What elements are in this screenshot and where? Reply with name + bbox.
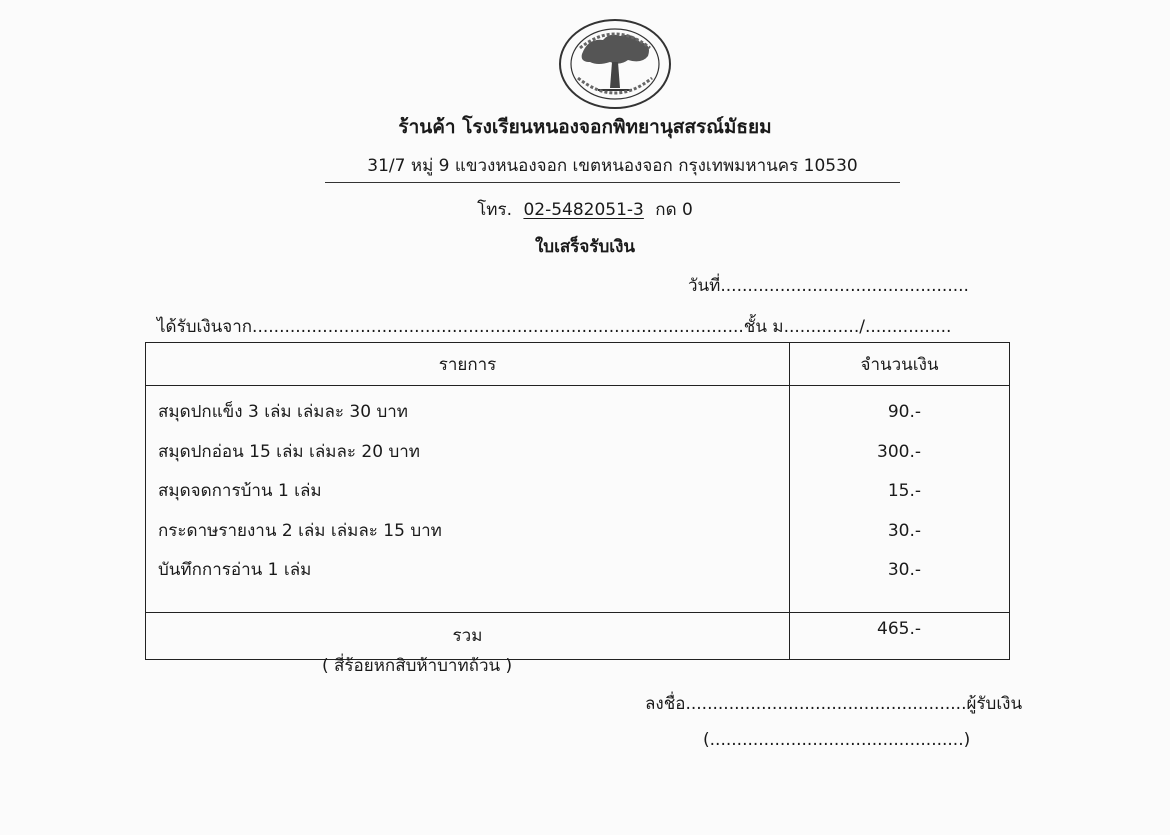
items-amount-cell bbox=[790, 386, 1010, 613]
item-amount: 30.- bbox=[887, 560, 921, 580]
column-header-description: รายการ bbox=[146, 343, 790, 386]
item-description: สมุดปกอ่อน 15 เล่ม เล่มละ 20 บาท bbox=[158, 441, 420, 462]
column-header-amount: จำนวนเงิน bbox=[790, 343, 1010, 386]
received-from-field bbox=[157, 313, 951, 340]
signer-name-line bbox=[703, 730, 970, 750]
phone-number: 02-5482051-3 bbox=[523, 200, 644, 220]
name-close-paren: ) bbox=[963, 730, 971, 750]
school-seal-tree-icon bbox=[558, 18, 672, 110]
date-dots: .............................................. bbox=[720, 276, 969, 296]
signature-label: ลงชื่อ bbox=[645, 694, 686, 714]
received-dots: ........................................................................................... bbox=[252, 317, 744, 337]
received-label: ได้รับเงินจาก bbox=[157, 317, 253, 337]
grade-label: ชั้น ม. bbox=[743, 317, 789, 337]
item-description: บันทึกการอ่าน 1 เล่ม bbox=[158, 560, 312, 580]
item-amount: 15.- bbox=[887, 481, 921, 501]
item-description: สมุดปกแข็ง 3 เล่ม เล่มละ 30 บาท bbox=[158, 402, 409, 422]
phone-line bbox=[0, 196, 1170, 223]
total-amount: 465.- bbox=[790, 612, 1010, 659]
phone-extension: กด 0 bbox=[655, 200, 693, 220]
item-description: สมุดจดการบ้าน 1 เล่ม bbox=[158, 481, 322, 501]
amount-in-words: ( สี่ร้อยหกสิบห้าบาทถ้วน ) bbox=[322, 656, 513, 676]
phone-label: โทร. bbox=[477, 200, 513, 220]
signature-dots: .................................................... bbox=[685, 694, 967, 714]
items-description-cell bbox=[146, 386, 790, 613]
item-amount: 300.- bbox=[877, 441, 921, 462]
signature-role: ผู้รับเงิน bbox=[966, 694, 1023, 714]
grade-separator: / bbox=[859, 317, 865, 337]
name-open-paren: ( bbox=[703, 730, 710, 750]
grade-dots-1: ............. bbox=[788, 317, 860, 337]
signature-line bbox=[645, 690, 1022, 717]
shop-address: 31/7 หมู่ 9 แขวงหนองจอก เขตหนองจอก กรุงเทพมหานคร 10530 bbox=[325, 152, 900, 183]
date-field bbox=[688, 272, 969, 299]
document-title: ใบเสร็จรับเงิน bbox=[534, 237, 636, 257]
grade-dots-2: ................ bbox=[864, 317, 952, 337]
date-label: วันที่ bbox=[688, 276, 721, 296]
table-body-row bbox=[146, 386, 1010, 613]
table-header-row bbox=[146, 343, 1010, 386]
shop-name: ร้านค้า โรงเรียนหนองจอกพิทยานุสสรณ์มัธยม bbox=[398, 116, 772, 138]
table-total-row bbox=[146, 612, 1010, 659]
total-label: รวม bbox=[146, 612, 790, 659]
item-amount: 30.- bbox=[887, 520, 921, 541]
item-amount: 90.- bbox=[887, 402, 921, 422]
name-dots: ............................................... bbox=[709, 730, 964, 750]
items-table bbox=[145, 342, 1010, 660]
item-description: กระดาษรายงาน 2 เล่ม เล่มละ 15 บาท bbox=[158, 520, 442, 541]
